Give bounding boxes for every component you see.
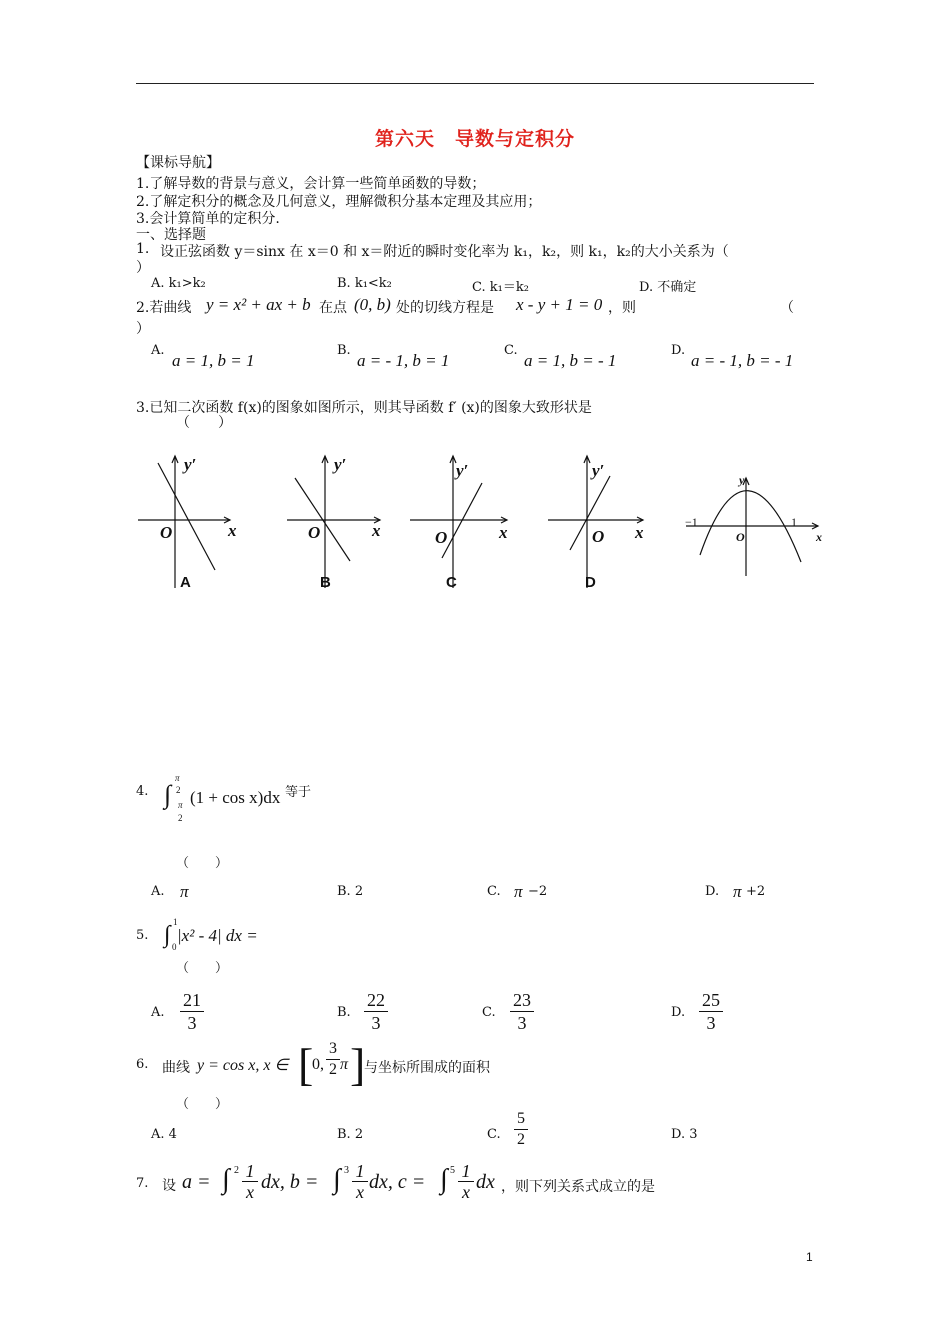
q1-option-a: A. k₁>k₂ — [151, 276, 206, 291]
graph-label-b: B — [320, 574, 331, 591]
q3-stem: 3.已知二次函数 f(x)的图象如图所示，则其导函数 f′ (x)的图象大致形状是 — [136, 400, 592, 416]
q7-b-frac-den: x — [356, 1182, 364, 1202]
q2-mid2: 处的切线方程是 — [396, 300, 494, 316]
q5-c-den: 3 — [517, 1013, 527, 1033]
q2-letter-c: C. — [504, 343, 518, 358]
q7-a-upper: 2 — [234, 1165, 239, 1176]
q7-b-part: dx, b = — [261, 1171, 319, 1193]
q6-option-a: A. 4 — [151, 1127, 177, 1142]
q1-number: 1. — [136, 241, 150, 257]
q5-d-num: 25 — [702, 990, 720, 1010]
q6-c-num: 5 — [517, 1110, 525, 1127]
q5-d-den: 3 — [706, 1013, 716, 1033]
q5-b-num: 22 — [367, 990, 385, 1010]
graph-a-line — [158, 463, 215, 570]
q6-expr: y = cos x, x ∈ — [197, 1057, 289, 1074]
q7-c-frac — [458, 1162, 474, 1201]
q5-option-c — [510, 990, 534, 1033]
q4-tail: 等于 — [285, 785, 312, 800]
q5-b-den: 3 — [371, 1013, 381, 1033]
q5-lower-limit: 0 — [172, 942, 177, 952]
q6-interval-den: 2 — [329, 1061, 337, 1078]
q7-b-frac — [352, 1162, 368, 1201]
q5-letter-c: C. — [482, 1005, 496, 1020]
graph-a-x-label: x — [228, 521, 237, 540]
q2-mid: 在点 — [319, 300, 347, 316]
parabola-origin: O — [736, 530, 745, 544]
q7-c-upper: 5 — [450, 1165, 455, 1176]
q4-option-a-pi: π — [180, 882, 189, 901]
graph-c-x-label: x — [499, 523, 508, 542]
q4-option-b: B. 2 — [337, 884, 364, 899]
graph-a-y-label: y′ — [184, 455, 197, 474]
q5-c-num: 23 — [513, 990, 531, 1010]
q5-letter-a: A. — [151, 1005, 165, 1020]
q5-a-num: 21 — [183, 990, 201, 1010]
section-guide-heading: 【课标导航】 — [136, 155, 220, 171]
q2-paren-open: （ — [780, 300, 794, 316]
graph-d-x-label: x — [635, 523, 644, 542]
graph-a-origin: O — [160, 523, 173, 542]
q4-option-c-letter: C. — [487, 884, 501, 899]
graph-d-y-label: y′ — [592, 461, 605, 480]
q6-paren: （ ） — [176, 1097, 229, 1112]
q4-integrand: (1 + cos x)dx — [190, 788, 281, 807]
q5-a-den: 3 — [187, 1013, 197, 1033]
q1-option-b: B. k₁<k₂ — [337, 276, 392, 291]
q4-option-c-pi: π — [514, 882, 523, 901]
q7-b-integral: ∫ — [333, 1164, 341, 1195]
parabola-x-left-label: −1 — [685, 515, 698, 529]
q2-curve-expr: y = x² + ax + b — [206, 295, 311, 314]
q2-letter-d: D. — [671, 343, 686, 358]
header-rule — [136, 83, 814, 84]
q4-upper-den: 2 — [176, 785, 181, 795]
page-title: 第六天 导数与定积分 — [374, 128, 575, 150]
q7-a-frac-den: x — [246, 1182, 254, 1202]
q5-paren: （ ） — [176, 961, 229, 976]
q2-end: ，则 — [608, 300, 636, 316]
graph-c-y-label: y′ — [456, 461, 469, 480]
q1-paren-close: ） — [136, 260, 150, 276]
q6-option-d: D. 3 — [671, 1127, 698, 1142]
q4-option-a-letter: A. — [151, 884, 165, 899]
q6-option-c — [514, 1110, 528, 1149]
q7-a-frac — [242, 1162, 258, 1201]
graph-b-origin: O — [308, 523, 321, 542]
q5-letter-d: D. — [671, 1005, 686, 1020]
q5-integral-sign: ∫ — [164, 922, 171, 948]
q2-letter-a: A. — [151, 343, 165, 358]
q7-tail: ，则下列关系式成立的是 — [501, 1179, 655, 1195]
q7-a-frac-num: 1 — [245, 1161, 255, 1181]
graph-d-origin: O — [592, 527, 605, 546]
q4-upper-limit: π — [175, 773, 180, 783]
graph-b-x-label: x — [372, 521, 381, 540]
graph-c-origin: O — [435, 528, 448, 547]
parabola-x-right-label: 1 — [791, 515, 797, 529]
q6-pre: 曲线 — [162, 1060, 190, 1076]
q5-number: 5. — [136, 928, 149, 943]
q6-option-c-letter: C. — [487, 1127, 501, 1142]
q2-option-c: a = 1, b = - 1 — [524, 351, 617, 370]
q6-bracket-right: ] — [350, 1039, 366, 1090]
q6-bracket-left: [ — [298, 1039, 314, 1090]
q6-interval-num: 3 — [329, 1040, 337, 1057]
q7-c-frac-den: x — [462, 1182, 470, 1202]
q6-c-den: 2 — [517, 1131, 525, 1148]
graph-label-d: D — [585, 574, 596, 591]
q3-graphs — [130, 448, 850, 598]
q6-post: 与坐标所围成的面积 — [364, 1060, 490, 1076]
q3-paren: （ ） — [176, 415, 232, 431]
q2-letter-b: B. — [337, 343, 351, 358]
q5-option-b — [364, 990, 388, 1033]
q5-integrand: |x² - 4| dx = — [177, 926, 258, 945]
q2-option-a: a = 1, b = 1 — [172, 351, 255, 370]
q7-c-part: dx, c = — [369, 1171, 426, 1193]
q6-option-b: B. 2 — [337, 1127, 364, 1142]
q2-prefix: 2.若曲线 — [136, 300, 192, 316]
q5-option-a — [180, 990, 204, 1033]
graph-label-c: C — [446, 574, 457, 591]
q4-option-d-pi: π — [733, 882, 742, 901]
q2-point: (0, b) — [354, 295, 391, 314]
parabola-x-label: x — [816, 530, 822, 544]
q6-number: 6. — [136, 1057, 149, 1072]
section-choice-heading: 一、选择题 — [136, 227, 206, 243]
guide-item-2: 2.了解定积分的概念及几何意义，理解微积分基本定理及其应用； — [136, 194, 542, 210]
q5-letter-b: B. — [337, 1005, 351, 1020]
q2-tangent: x - y + 1 = 0 — [516, 295, 603, 314]
q7-b-frac-num: 1 — [355, 1161, 365, 1181]
q7-end-dx: dx — [476, 1171, 495, 1193]
q1-option-d: D. 不确定 — [639, 280, 697, 295]
q7-c-frac-num: 1 — [461, 1161, 471, 1181]
q1-option-c: C. k₁＝k₂ — [472, 280, 529, 295]
q1-stem: 设正弦函数 y＝sinx 在 x＝0 和 x＝附近的瞬时变化率为 k₁，k₂，则 k₁，k₂的大小关系为（ — [160, 244, 729, 260]
q4-option-d-tail: +2 — [746, 884, 766, 899]
q6-interval-frac — [326, 1040, 340, 1079]
q2-paren-close: ） — [136, 321, 150, 337]
q7-a-integral: ∫ — [222, 1164, 230, 1195]
q5-option-d — [699, 990, 723, 1033]
q4-option-d-letter: D. — [705, 884, 720, 899]
guide-item-1: 1.了解导数的背景与意义，会计算一些简单函数的导数； — [136, 176, 486, 192]
q7-c-integral: ∫ — [440, 1164, 448, 1195]
q7-pre: 设 — [162, 1178, 176, 1194]
graph-label-a: A — [180, 574, 191, 591]
q7-number: 7. — [136, 1176, 149, 1191]
q4-paren: （ ） — [176, 856, 229, 871]
q2-option-b: a = - 1, b = 1 — [357, 351, 450, 370]
q7-a-lhs: a = — [182, 1171, 211, 1193]
graph-b-y-label: y′ — [334, 455, 347, 474]
q6-interval-pi: π — [340, 1056, 349, 1073]
q4-number: 4. — [136, 784, 149, 799]
guide-item-3: 3.会计算简单的定积分. — [136, 211, 280, 227]
q4-integral-sign: ∫ — [164, 780, 172, 809]
parabola-y-label: y — [739, 473, 745, 487]
page-number: 1 — [806, 1250, 813, 1264]
q5-upper-limit: 1 — [173, 917, 178, 927]
q4-lower-limit: π — [178, 800, 183, 810]
q4-lower-den: 2 — [178, 813, 183, 823]
q2-option-d: a = - 1, b = - 1 — [691, 351, 794, 370]
q4-option-c-tail: −2 — [528, 884, 548, 899]
q6-interval-left: 0, — [312, 1056, 324, 1073]
q7-b-upper: 3 — [344, 1165, 349, 1176]
